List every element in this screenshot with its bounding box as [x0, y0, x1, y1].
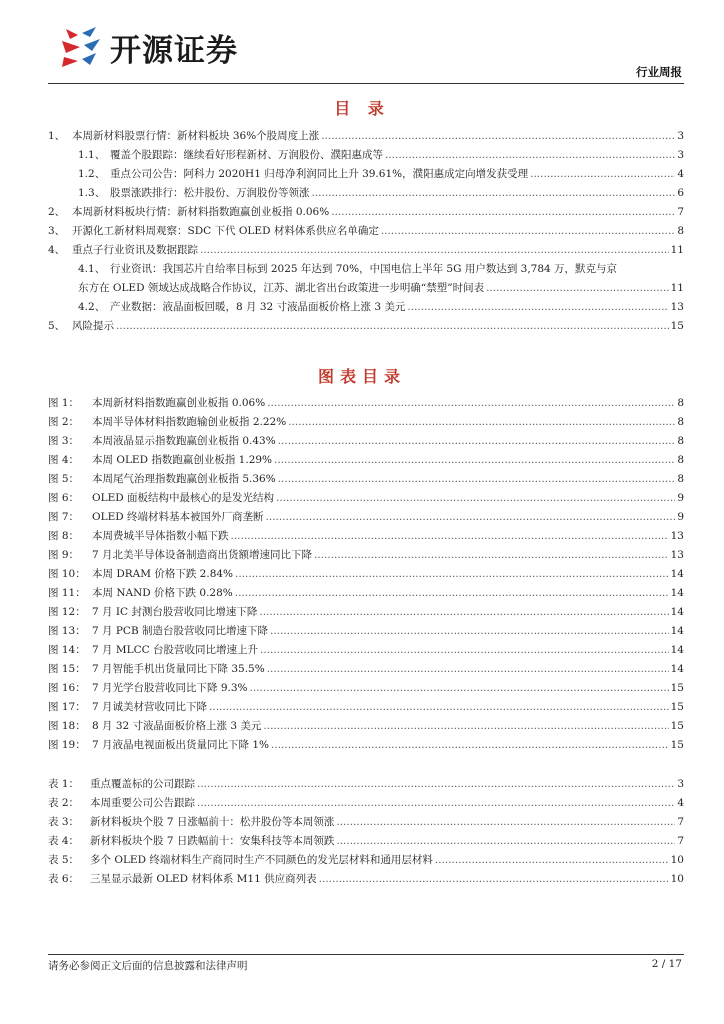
figure-number: 图 18： — [48, 720, 86, 732]
leader-dots — [271, 736, 669, 755]
leader-dots — [274, 451, 675, 470]
toc-entry[interactable] — [48, 184, 684, 203]
figure-number: 图 15： — [48, 663, 86, 675]
toc-number: 1.2、 — [78, 168, 106, 180]
toc-entry[interactable] — [48, 260, 684, 298]
figure-text: 7 月诚美材营收同比下降 — [92, 701, 208, 713]
figure-page: 14 — [670, 644, 684, 656]
toc-page: 11 — [670, 244, 684, 256]
leader-dots — [231, 527, 669, 546]
figure-entry[interactable] — [48, 717, 684, 736]
figure-entry[interactable] — [48, 508, 684, 527]
leader-dots — [250, 679, 669, 698]
leader-dots — [385, 146, 675, 165]
figure-page: 14 — [670, 625, 684, 637]
figure-text: 7 月 MLCC 台股营收同比增速上升 — [92, 644, 258, 656]
figure-entry[interactable] — [48, 622, 684, 641]
leader-dots — [197, 775, 675, 794]
company-name: 开源证券 — [110, 32, 238, 69]
leader-dots — [278, 470, 676, 489]
toc-number: 2、 — [48, 206, 66, 218]
figure-text: 7 月 PCB 制造台股营收同比增速下降 — [92, 625, 269, 637]
figure-page: 8 — [677, 435, 684, 447]
leader-dots — [267, 660, 669, 679]
table-page: 10 — [670, 873, 684, 885]
figure-entry[interactable] — [48, 641, 684, 660]
report-type: 行业周报 — [636, 65, 682, 79]
toc-page: 4 — [677, 168, 684, 180]
leader-dots — [200, 241, 669, 260]
table-page: 7 — [677, 816, 684, 828]
figure-text: 本周新材料指数跑赢创业板指 0.06% — [92, 397, 266, 409]
toc-page: 7 — [677, 206, 684, 218]
table-text: 重点覆盖标的公司跟踪 — [90, 778, 195, 790]
toc-number: 1.1、 — [78, 149, 106, 161]
figure-list — [48, 394, 684, 755]
toc-entry[interactable] — [48, 127, 684, 146]
figure-entry[interactable] — [48, 603, 684, 622]
figure-page: 9 — [677, 511, 684, 523]
figure-entry[interactable] — [48, 451, 684, 470]
leader-dots — [267, 394, 675, 413]
toc-number: 4、 — [48, 244, 66, 256]
figure-entry[interactable] — [48, 679, 684, 698]
figure-text: 8 月 32 寸液晶面板价格上涨 3 美元 — [92, 720, 262, 732]
leader-dots — [486, 279, 669, 298]
figure-number: 图 11： — [48, 587, 86, 599]
leader-dots — [260, 641, 669, 660]
toc-number: 5、 — [48, 320, 66, 332]
toc-number: 3、 — [48, 225, 66, 237]
header-divider — [48, 83, 684, 84]
figure-number: 图 6： — [48, 492, 80, 504]
table-entry[interactable] — [48, 870, 684, 889]
toc-text-line1: 行业资讯：我国芯片自给率目标到 2025 年达到 70%，中国电信上半年 5G 用户数达到 3,784 万，默克与京 — [110, 263, 618, 275]
figure-number: 图 2： — [48, 416, 80, 428]
leader-dots — [197, 794, 675, 813]
toc-text: 覆盖个股跟踪：继续看好形程新材、万润股份、濮阳惠成等 — [110, 149, 383, 161]
figure-entry[interactable] — [48, 527, 684, 546]
table-number: 表 2： — [48, 797, 80, 809]
leader-dots — [263, 717, 668, 736]
figure-page: 13 — [670, 530, 684, 542]
toc-text: 产业数据：液晶面板回暖，8 月 32 寸液晶面板价格上涨 3 美元 — [110, 301, 406, 313]
figure-number: 图 14： — [48, 644, 86, 656]
figure-text: OLED 面板结构中最核心的是发光结构 — [92, 492, 275, 504]
figure-page: 9 — [677, 492, 684, 504]
leader-dots — [314, 546, 669, 565]
footer-divider — [48, 954, 684, 955]
table-number: 表 5： — [48, 854, 80, 866]
toc-entry[interactable] — [48, 222, 684, 241]
figures-title: 图表目录 — [317, 367, 406, 386]
table-number: 表 4： — [48, 835, 80, 847]
figure-page: 15 — [670, 682, 684, 694]
page-header — [48, 12, 684, 82]
toc-entry[interactable] — [48, 165, 684, 184]
figure-number: 图 5： — [48, 473, 80, 485]
toc-number: 1.3、 — [78, 187, 106, 199]
figure-text: 7 月 IC 封测台股营收同比增速下降 — [92, 606, 258, 618]
figure-text: 本周 DRAM 价格下跌 2.84% — [92, 568, 234, 580]
figure-number: 图 1： — [48, 397, 80, 409]
table-text: 本周重要公司公告跟踪 — [90, 797, 195, 809]
figure-page: 15 — [670, 701, 684, 713]
table-text: 新材料板块个股 7 日涨幅前十：松井股份等本周领涨 — [90, 816, 335, 828]
leader-dots — [331, 203, 675, 222]
table-number: 表 3： — [48, 816, 80, 828]
figure-text: 本周液晶显示指数跑赢创业板指 0.43% — [92, 435, 276, 447]
figure-entry[interactable] — [48, 413, 684, 432]
leader-dots — [209, 698, 669, 717]
table-entry[interactable] — [48, 832, 684, 851]
toc-entry[interactable] — [48, 298, 684, 317]
leader-dots — [435, 851, 669, 870]
table-page: 7 — [677, 835, 684, 847]
toc-number: 1、 — [48, 130, 66, 142]
leader-dots — [266, 508, 676, 527]
figure-entry[interactable] — [48, 660, 684, 679]
toc-entry[interactable] — [48, 241, 684, 260]
figure-number: 图 13： — [48, 625, 86, 637]
leader-dots — [235, 565, 669, 584]
toc-page: 8 — [677, 225, 684, 237]
leader-dots — [312, 184, 676, 203]
toc-text-line2: 东方在 OLED 领域达成战略合作协议，江苏、湖北省出台政策进一步明确“禁塑”时间表 — [78, 282, 485, 294]
toc-text: 开源化工新材料周观察：SDC 下代 OLED 材料体系供应名单确定 — [72, 225, 379, 237]
leader-dots — [276, 489, 675, 508]
leader-dots — [278, 432, 676, 451]
figure-number: 图 7： — [48, 511, 80, 523]
leader-dots — [336, 832, 675, 851]
table-entry[interactable] — [48, 813, 684, 832]
leader-dots — [116, 317, 669, 336]
figure-page: 14 — [670, 663, 684, 675]
table-number: 表 6： — [48, 873, 80, 885]
leader-dots — [259, 603, 668, 622]
figure-text: OLED 终端材料基本被国外厂商垄断 — [92, 511, 264, 523]
figure-number: 图 16： — [48, 682, 86, 694]
table-of-contents — [48, 127, 684, 336]
table-text: 多个 OLED 终端材料生产商同时生产不同颜色的发光层材料和通用层材料 — [90, 854, 433, 866]
figure-entry[interactable] — [48, 736, 684, 755]
toc-entry[interactable] — [48, 146, 684, 165]
figure-page: 15 — [670, 739, 684, 751]
figure-number: 图 9： — [48, 549, 80, 561]
figure-page: 14 — [670, 606, 684, 618]
figure-number: 图 12： — [48, 606, 86, 618]
figure-entry[interactable] — [48, 698, 684, 717]
figure-entry[interactable] — [48, 584, 684, 603]
toc-text: 重点子行业资讯及数据跟踪 — [72, 244, 198, 256]
table-page: 10 — [670, 854, 684, 866]
figure-page: 8 — [677, 416, 684, 428]
leader-dots — [235, 584, 669, 603]
figure-page: 8 — [677, 473, 684, 485]
leader-dots — [319, 870, 669, 889]
table-entry[interactable] — [48, 775, 684, 794]
leader-dots — [407, 298, 668, 317]
figure-page: 14 — [670, 568, 684, 580]
figure-number: 图 8： — [48, 530, 80, 542]
logo-mark-icon — [56, 23, 104, 71]
figure-page: 8 — [677, 397, 684, 409]
figure-entry[interactable] — [48, 432, 684, 451]
figure-text: 本周 NAND 价格下跌 0.28% — [92, 587, 233, 599]
figure-number: 图 3： — [48, 435, 80, 447]
toc-title: 目 录 — [334, 99, 390, 118]
toc-text: 本周新材料股票行情：新材料板块 36%个股周度上涨 — [72, 130, 320, 142]
footer-disclaimer: 请务必参阅正文后面的信息披露和法律声明 — [48, 960, 248, 972]
figure-number: 图 10： — [48, 568, 86, 580]
figure-text: 本周 OLED 指数跑赢创业板指 1.29% — [92, 454, 273, 466]
toc-text: 本周新材料板块行情：新材料指数跑赢创业板指 0.06% — [72, 206, 330, 218]
toc-text: 重点公司公告：阿科力 2020H1 归母净利润同比上升 39.61%，濮阳惠成定向增发获受理 — [110, 168, 529, 180]
figure-page: 14 — [670, 587, 684, 599]
figure-page: 8 — [677, 454, 684, 466]
figure-page: 13 — [670, 549, 684, 561]
page-number: 2 / 17 — [651, 958, 682, 970]
toc-text: 风险提示 — [72, 320, 114, 332]
company-logo — [56, 22, 238, 72]
toc-page: 15 — [670, 320, 684, 332]
table-text: 三星显示最新 OLED 材料体系 M11 供应商列表 — [90, 873, 317, 885]
figure-number: 图 4： — [48, 454, 80, 466]
figure-text: 本周半导体材料指数跑输创业板指 2.22% — [92, 416, 287, 428]
figure-number: 图 17： — [48, 701, 86, 713]
toc-entry[interactable] — [48, 203, 684, 222]
table-entry[interactable] — [48, 851, 684, 870]
leader-dots — [270, 622, 669, 641]
figure-entry[interactable] — [48, 565, 684, 584]
leader-dots — [530, 165, 675, 184]
leader-dots — [321, 127, 675, 146]
figure-entry[interactable] — [48, 470, 684, 489]
figure-entry[interactable] — [48, 394, 684, 413]
figure-text: 本周费城半导体指数小幅下跌 — [92, 530, 229, 542]
figure-text: 7 月北美半导体设备制造商出货额增速同比下降 — [92, 549, 313, 561]
figure-page: 15 — [670, 720, 684, 732]
table-number: 表 1： — [48, 778, 80, 790]
table-page: 4 — [677, 797, 684, 809]
figure-number: 图 19： — [48, 739, 86, 751]
toc-number: 4.1、 — [78, 263, 106, 275]
figure-entry[interactable] — [48, 489, 684, 508]
toc-text: 股票涨跌排行：松井股份、万润股份等领涨 — [110, 187, 310, 199]
leader-dots — [381, 222, 675, 241]
figure-text: 7 月光学台股营收同比下降 9.3% — [92, 682, 248, 694]
toc-page: 13 — [670, 301, 684, 313]
figure-entry[interactable] — [48, 546, 684, 565]
table-text: 新材料板块个股 7 日跌幅前十：安集科技等本周领跌 — [90, 835, 335, 847]
toc-entry[interactable] — [48, 317, 684, 336]
table-entry[interactable] — [48, 794, 684, 813]
table-page: 3 — [677, 778, 684, 790]
toc-page: 3 — [677, 130, 684, 142]
toc-page: 6 — [677, 187, 684, 199]
toc-number: 4.2、 — [78, 301, 106, 313]
figure-text: 7 月智能手机出货量同比下降 35.5% — [92, 663, 265, 675]
leader-dots — [288, 413, 675, 432]
figure-text: 7 月液晶电视面板出货量同比下降 1% — [92, 739, 270, 751]
toc-page: 3 — [677, 149, 684, 161]
figure-text: 本周尾气治理指数跑赢创业板指 5.36% — [92, 473, 276, 485]
table-list — [48, 775, 684, 889]
toc-page: 11 — [670, 282, 684, 294]
leader-dots — [336, 813, 675, 832]
